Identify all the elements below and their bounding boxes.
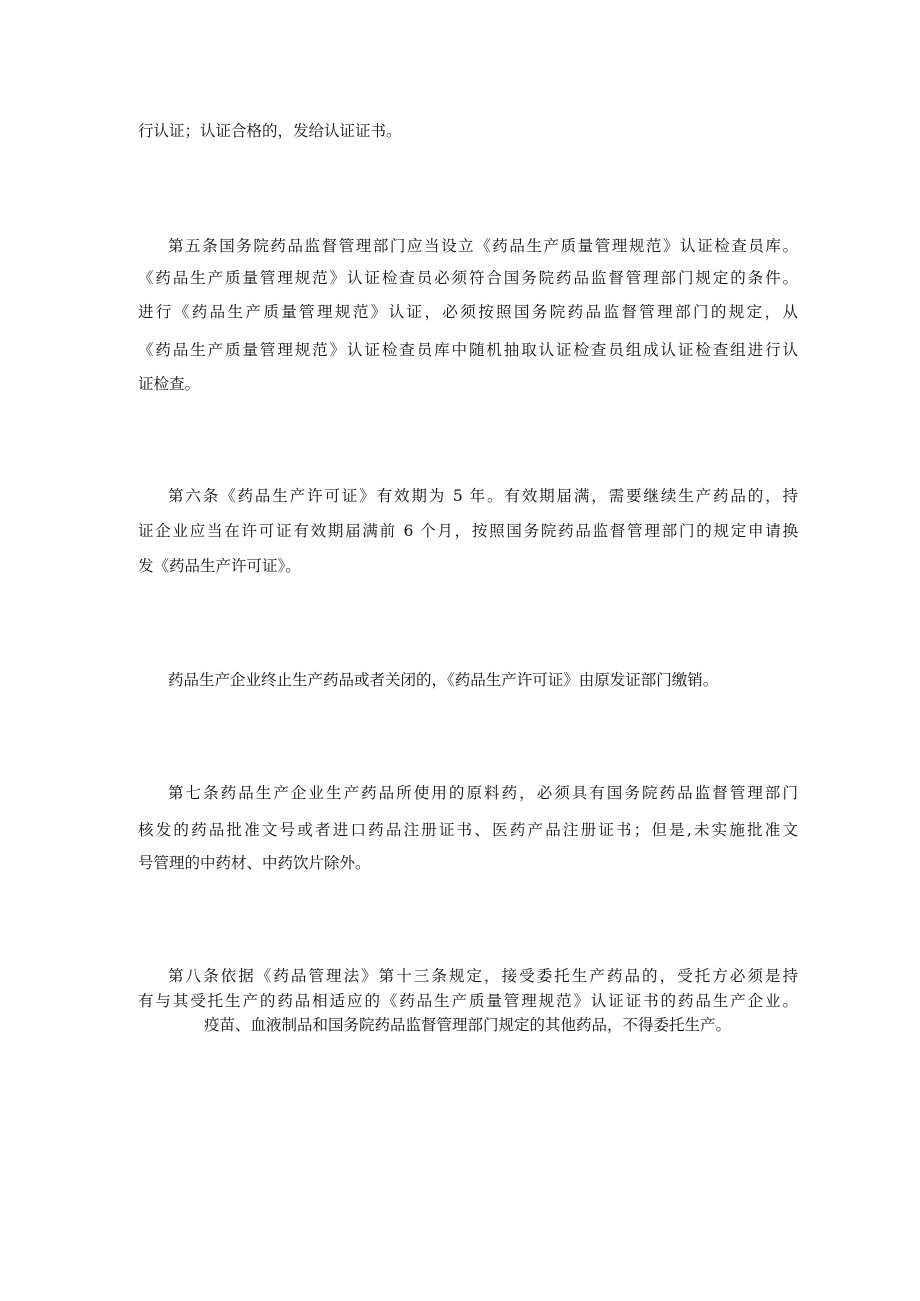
article-5-line-1: 第五条国务院药品监督管理部门应当设立《药品生产质量管理规范》认证检查员库。 [168, 237, 798, 255]
article-5-line-2: 《药品生产质量管理规范》认证检查员必须符合国务院药品监督管理部门规定的条件。 [138, 269, 798, 287]
article-7-line-2: 核发的药品批准文号或者进口药品注册证书、医药产品注册证书；但是,未实施批准文 [138, 821, 798, 839]
paragraph-4-end-line: 行认证；认证合格的，发给认证证书。 [138, 122, 402, 140]
article-6-line-3: 发《药品生产许可证》。 [138, 557, 301, 575]
article-8-line-3: 疫苗、血液制品和国务院药品监督管理部门规定的其他药品，不得委托生产。 [204, 1016, 732, 1034]
article-6-line-1: 第六条《药品生产许可证》有效期为 5 年。有效期届满，需要继续生产药品的，持 [168, 487, 798, 505]
article-5-line-3: 进行《药品生产质量管理规范》认证，必须按照国务院药品监督管理部门的规定，从 [138, 303, 798, 321]
article-8-line-2: 有与其受托生产的药品相适应的《药品生产质量管理规范》认证证书的药品生产企业。 [138, 992, 798, 1010]
article-5-line-5: 证检查。 [138, 375, 201, 393]
article-5-line-4: 《药品生产质量管理规范》认证检查员库中随机抽取认证检查员组成认证检查组进行认 [138, 341, 798, 359]
article-7-line-3: 号管理的中药材、中药饮片除外。 [138, 854, 371, 872]
article-7-line-1: 第七条药品生产企业生产药品所使用的原料药，必须具有国务院药品监督管理部门 [168, 784, 798, 802]
article-8-line-1: 第八条依据《药品管理法》第十三条规定，接受委托生产药品的，受托方必须是持 [168, 967, 798, 985]
article-6-closing-line: 药品生产企业终止生产药品或者关闭的，《药品生产许可证》由原发证部门缴销。 [168, 671, 719, 689]
article-6-line-2: 证企业应当在许可证有效期届满前 6 个月，按照国务院药品监督管理部门的规定申请换 [138, 522, 798, 540]
